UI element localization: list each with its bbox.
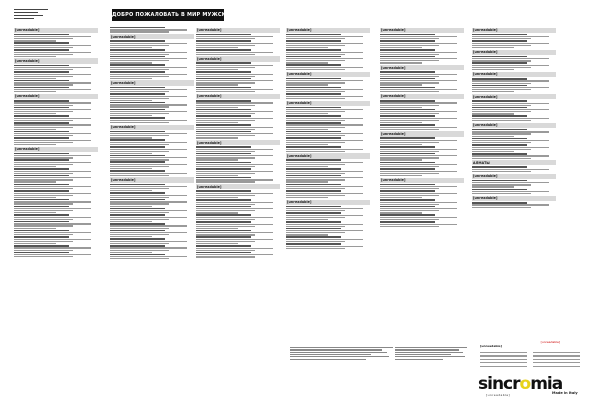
store-list-title: [unreadable] bbox=[480, 344, 502, 348]
city-heading: [unreadable] bbox=[380, 131, 464, 136]
brand-subtitle: [unreadable] bbox=[486, 393, 511, 397]
city-heading: [unreadable] bbox=[472, 28, 556, 33]
city-heading: [unreadable] bbox=[110, 177, 194, 182]
city-heading: [unreadable] bbox=[196, 28, 280, 33]
city-heading: [unreadable] bbox=[286, 200, 370, 205]
contact-block-2 bbox=[395, 346, 475, 361]
city-heading: [unreadable] bbox=[196, 56, 280, 61]
store-column-1 bbox=[14, 26, 98, 258]
city-heading: [unreadable] bbox=[196, 140, 280, 145]
city-heading: [unreadable] bbox=[14, 94, 98, 99]
city-heading: [unreadable] bbox=[472, 123, 556, 128]
city-heading: [unreadable] bbox=[286, 101, 370, 106]
city-heading: [unreadable] bbox=[472, 72, 556, 77]
made-in-italy-label: Made in Italy bbox=[552, 391, 578, 395]
city-heading: [unreadable] bbox=[472, 174, 556, 179]
city-heading: [unreadable] bbox=[380, 94, 464, 99]
top-left-logo-block bbox=[14, 7, 54, 19]
city-heading: [unreadable] bbox=[110, 125, 194, 130]
city-heading: [unreadable] bbox=[380, 28, 464, 33]
city-heading: [unreadable] bbox=[286, 153, 370, 158]
contact-block-1 bbox=[290, 346, 398, 361]
store-column-5 bbox=[380, 26, 464, 228]
city-heading: [unreadable] bbox=[286, 28, 370, 33]
page-marker: [unreadable] bbox=[540, 340, 560, 344]
store-column-2 bbox=[110, 26, 194, 260]
welcome-banner: ДОБРО ПОЖАЛОВАТЬ В МИР МУЖСКОЙ МОДЫ SINCROMIA bbox=[112, 9, 224, 21]
city-heading: [unreadable] bbox=[286, 72, 370, 77]
city-heading: [unreadable] bbox=[472, 196, 556, 201]
city-heading: [unreadable] bbox=[110, 34, 194, 39]
city-heading: [unreadable] bbox=[196, 94, 280, 99]
city-heading: [unreadable] bbox=[14, 58, 98, 63]
sincromia-logo: sincromia bbox=[478, 374, 563, 394]
store-column-4 bbox=[286, 26, 370, 250]
city-heading: [unreadable] bbox=[380, 178, 464, 183]
store-column-6 bbox=[472, 26, 556, 209]
city-heading: [unreadable] bbox=[14, 28, 98, 33]
city-heading: [unreadable] bbox=[196, 184, 280, 189]
city-heading: [unreadable] bbox=[110, 80, 194, 85]
city-heading: [unreadable] bbox=[472, 50, 556, 55]
city-heading: [unreadable] bbox=[14, 147, 98, 152]
city-heading: [unreadable] bbox=[472, 94, 556, 99]
store-column-3 bbox=[196, 26, 280, 258]
city-heading: АЛМАТЫ bbox=[472, 160, 556, 165]
city-heading: [unreadable] bbox=[380, 65, 464, 70]
store-list-summary bbox=[480, 344, 580, 368]
